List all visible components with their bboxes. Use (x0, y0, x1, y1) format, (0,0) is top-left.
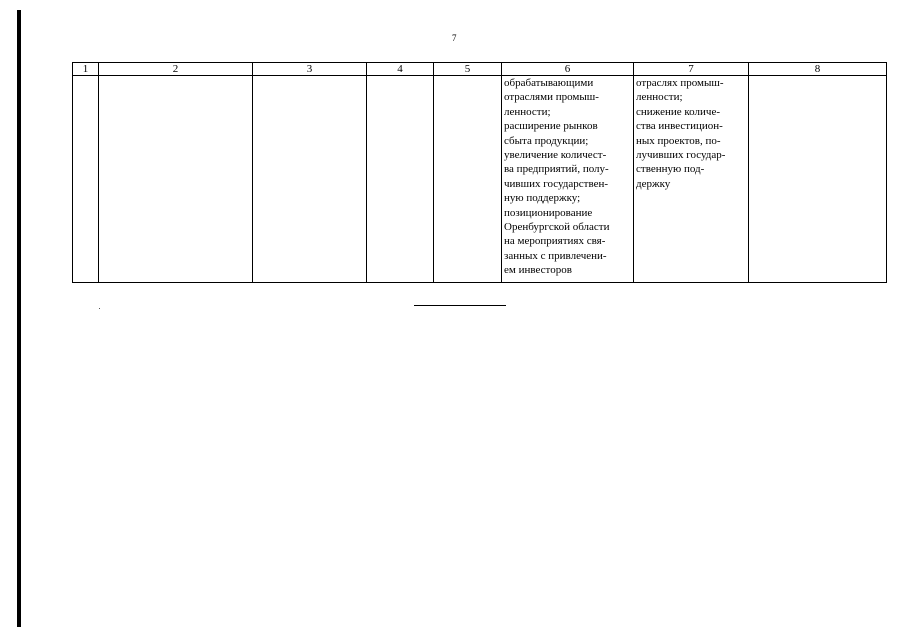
column-header-7: 7 (634, 63, 749, 76)
cell-col-7-line: ных проектов, по- (636, 134, 721, 147)
cell-col-6-line: отраслями промыш- (504, 91, 599, 104)
column-header-4: 4 (367, 63, 434, 76)
column-header-1: 1 (73, 63, 99, 76)
table-row (73, 76, 887, 283)
cell-col-4 (367, 76, 434, 283)
cell-col-6 (502, 76, 634, 283)
cell-col-6-line: позиционирование (504, 206, 593, 219)
column-header-2: 2 (99, 63, 253, 76)
cell-col-2 (99, 76, 253, 283)
column-header-5: 5 (434, 63, 502, 76)
scan-speck (99, 308, 100, 309)
cell-col-3 (253, 76, 367, 283)
cell-col-7-line: держку (636, 177, 671, 190)
cell-col-7-line: ленности; (636, 91, 683, 104)
cell-col-8 (749, 76, 887, 283)
left-margin-bar (17, 10, 21, 627)
cell-col-6-line: ную поддержку; (504, 192, 581, 205)
cell-col-6-line: расширение рынков (504, 120, 598, 133)
column-header-6: 6 (502, 63, 634, 76)
column-header-3: 3 (253, 63, 367, 76)
document-table (72, 62, 887, 283)
cell-col-6-line: чивших государствен- (504, 177, 609, 190)
cell-col-7-line: снижение количе- (636, 105, 720, 118)
cell-col-6-line: Оренбургской области (504, 221, 610, 234)
footer-separator-line (414, 305, 506, 306)
cell-col-6-line: сбыта продукции; (504, 134, 589, 147)
cell-col-7-line: ственную под- (636, 163, 705, 176)
cell-col-6-line: занных с привлечени- (504, 249, 607, 262)
cell-col-6-line: на мероприятиях свя- (504, 235, 606, 248)
table-header-row (73, 63, 887, 76)
page-number: 7 (452, 33, 457, 43)
cell-col-6-line: ленности; (504, 105, 551, 118)
cell-col-7 (634, 76, 749, 283)
cell-col-1 (73, 76, 99, 283)
cell-col-7-line: лучивших государ- (636, 149, 726, 162)
cell-col-7-line: отраслях промыш- (636, 77, 724, 89)
cell-col-5 (434, 76, 502, 283)
column-header-8: 8 (749, 63, 887, 76)
cell-col-7-line: ства инвестицион- (636, 120, 723, 133)
cell-col-6-line: ва предприятий, полу- (504, 163, 609, 176)
cell-col-6-line: ем инвесторов (504, 264, 572, 277)
cell-col-6-line: увеличение количест- (504, 149, 607, 162)
cell-col-6-line: обрабатывающими (504, 77, 594, 89)
